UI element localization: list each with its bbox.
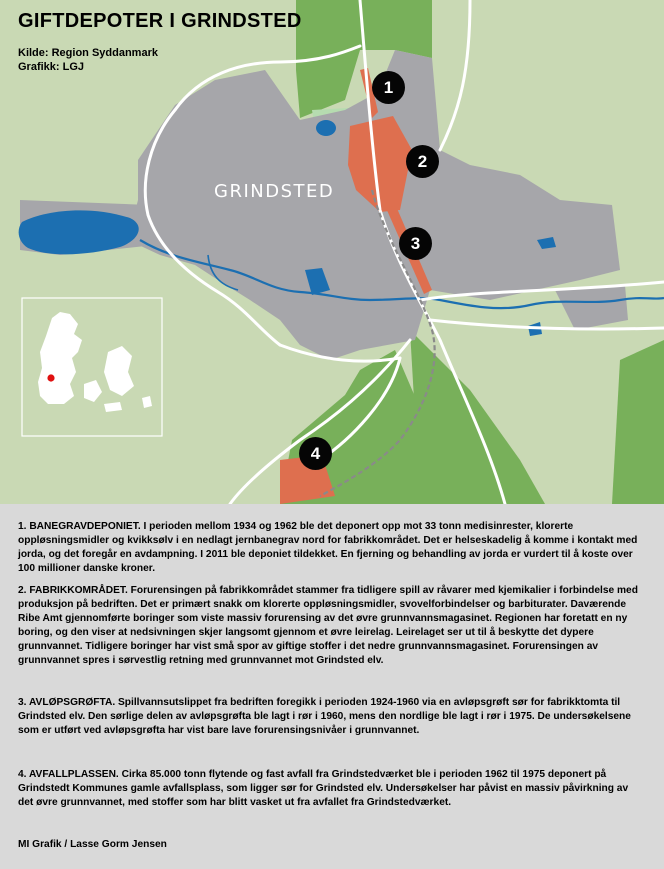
marker-3: 3 (399, 227, 432, 260)
marker-2: 2 (406, 145, 439, 178)
description-3: 3. AVLØPSGRØFTA. Spillvannsutslippet fra bedriften foregikk i perioden 1924-1960 via en avløpsgrøft sør for fabrikktomta til Grindsted elv. Den sørlige delen av avløpsgrøfta ble lagt i rør i 1960, mens den nordlige ble lagt i rør i 1975. De undersøkelsene som er utført ved avløpsgrøfta har vist bare lave forurensingsnivåer i grunnvannet. (18, 697, 631, 736)
green-area-east (612, 340, 664, 504)
source-credit: Kilde: Region Syddanmark (18, 47, 158, 59)
marker-4: 4 (299, 437, 332, 470)
description-4: 4. AVFALLPLASSEN. Cirka 85.000 tonn flytende og fast avfall fra Grindstedværket ble i perioden 1962 til 1975 deponert på Grindstedt Kommunes gamle avfallsplass, som ligger sør for Grindsted elv. Undersøkelser har påvist en massiv påvirkning av det øvre grunnvannet, med stoffer som har blitt vasket ut fra avfallet fra Grindstedværket. (18, 769, 629, 808)
text-panel (0, 504, 664, 869)
footer-credit: MI Grafik / Lasse Gorm Jensen (18, 839, 167, 850)
page-title: GIFTDEPOTER I GRINDSTED (18, 10, 302, 32)
marker-1: 1 (372, 71, 405, 104)
pond-north (316, 120, 336, 136)
graphics-credit: Grafikk: LGJ (18, 61, 85, 73)
description-2: 2. FABRIKKOMRÅDET. Forurensingen på fabrikkområdet stammer fra tidligere spill av råvarer med kjemikalier i forbindelse med produksjon på bedriften. Det er primært snakk om klorerte oppløsningsmidler, svovelforbindelser og barbiturater. Daværende Ribe Amt gjennomførte boringer som viste massiv forurensing av det øvre grunnvannsmagasinet. Regionen har foretatt en ny boring, og den viser at nedsivningen skjer langsomt gjennom et øvre leirelag. Leirelaget ser ut til å beskytte det dypere grunnvannet. Tidligere boringer har vist små spor av giftige stoffer i det nedre grunnvannsmagasinet. Forurensingen av grunnvannet spres i sørvestlig retning med grunnvannet mot Grindsted elv. (18, 585, 638, 666)
credits (18, 46, 158, 74)
description-1: 1. BANEGRAVDEPONIET. I perioden mellom 1934 og 1962 ble det deponert opp mot 33 tonn medisinrester, klorerte oppløsningsmidler og kvikksølv i en nedlagt jernbanegrav nord for fabrikkområdet. Det er helseskadelig å komme i kontakt med jorda, og det foregår en avdampning. I 2011 ble deponiet tildekket. En fjerning og behandling av jorda er vurdert til å koste over 100 millioner danske kroner. (18, 521, 638, 574)
town-label: GRINDSTED (214, 181, 335, 202)
grindsted-locator-dot (47, 374, 54, 381)
